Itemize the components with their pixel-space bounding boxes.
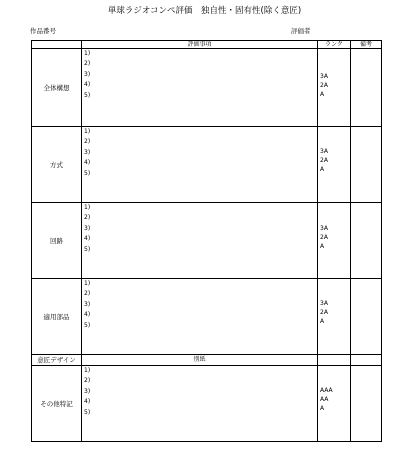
item-line: 4) [84,235,91,243]
item-line: 3) [84,224,91,232]
grade-option: A [320,91,325,99]
item-line: 1) [84,50,91,57]
item-line: 2) [84,138,91,146]
grade-option: 3A [320,148,328,155]
item-line: 4) [84,159,91,167]
rank-cell[interactable] [318,366,351,442]
item-line: 5) [84,321,91,329]
grade-option: A [320,405,325,413]
item-line: 3) [84,70,91,78]
category-label: 全体構想 [32,49,82,127]
category-row [32,127,382,203]
item-line: 5) [84,169,91,177]
header-row [32,41,382,49]
grade-option: A [320,166,325,174]
category-label: 適用部品 [32,279,82,355]
item-line: 3) [84,148,91,156]
grade-option: AA [320,396,329,404]
item-line: 1) [84,128,91,135]
rank-cell[interactable] [318,203,351,279]
notes-cell[interactable] [351,49,382,127]
other-row [32,366,382,442]
notes-cell[interactable] [351,127,382,203]
item-line: 1) [84,280,91,287]
category-row [32,203,382,279]
category-row [32,279,382,355]
rank-cell[interactable] [318,49,351,127]
item-line: 5) [84,408,91,416]
item-line: 4) [84,81,91,89]
category-label: 回路 [32,203,82,279]
grade-option: A [320,243,325,251]
design-note: 別紙 [82,355,318,366]
item-line: 4) [84,311,91,319]
item-line: 2) [84,290,91,298]
header-rank: ランク [318,41,351,49]
item-line: 1) [84,367,91,374]
item-line: 4) [84,398,91,406]
item-line: 3) [84,300,91,308]
other-label: その他特記 [32,366,82,442]
design-rank-cell[interactable] [318,355,351,366]
grade-option: 3A [320,73,328,80]
item-line: 2) [84,60,91,68]
item-line: 5) [84,91,91,99]
grade-option: 3A [320,300,328,307]
notes-cell[interactable] [351,279,382,355]
item-line: 5) [84,245,91,253]
page-title: 単球ラジオコンペ評価 独自性・固有性(除く意匠) [107,6,302,16]
items-cell[interactable] [82,49,318,127]
item-line: 2) [84,377,91,385]
item-line: 3) [84,387,91,395]
rank-cell[interactable] [318,279,351,355]
header-blank-cell [32,41,82,49]
design-row [32,355,382,366]
rater-label: 評価者 [291,27,311,35]
notes-cell[interactable] [351,203,382,279]
grade-option: A [320,318,325,326]
items-cell[interactable] [82,203,318,279]
item-line: 1) [84,204,91,211]
grade-option: 2A [320,82,328,90]
work-number-label: 作品番号 [30,27,56,35]
grade-option: 2A [320,157,328,165]
grade-option: 2A [320,309,328,317]
notes-cell[interactable] [351,366,382,442]
design-notes-cell[interactable] [351,355,382,366]
grade-option: 2A [320,234,328,242]
design-label: 意匠デザイン [32,355,82,366]
item-line: 2) [84,214,91,222]
header-items: 評価事項 [82,41,318,49]
items-cell[interactable] [82,279,318,355]
category-label: 方式 [32,127,82,203]
items-cell[interactable] [82,127,318,203]
category-row [32,49,382,127]
grade-option: 3A [320,225,328,232]
items-cell[interactable] [82,366,318,442]
grade-option: AAA [320,387,333,394]
header-notes: 備考 [351,41,382,49]
rank-cell[interactable] [318,127,351,203]
evaluation-table [31,40,382,442]
